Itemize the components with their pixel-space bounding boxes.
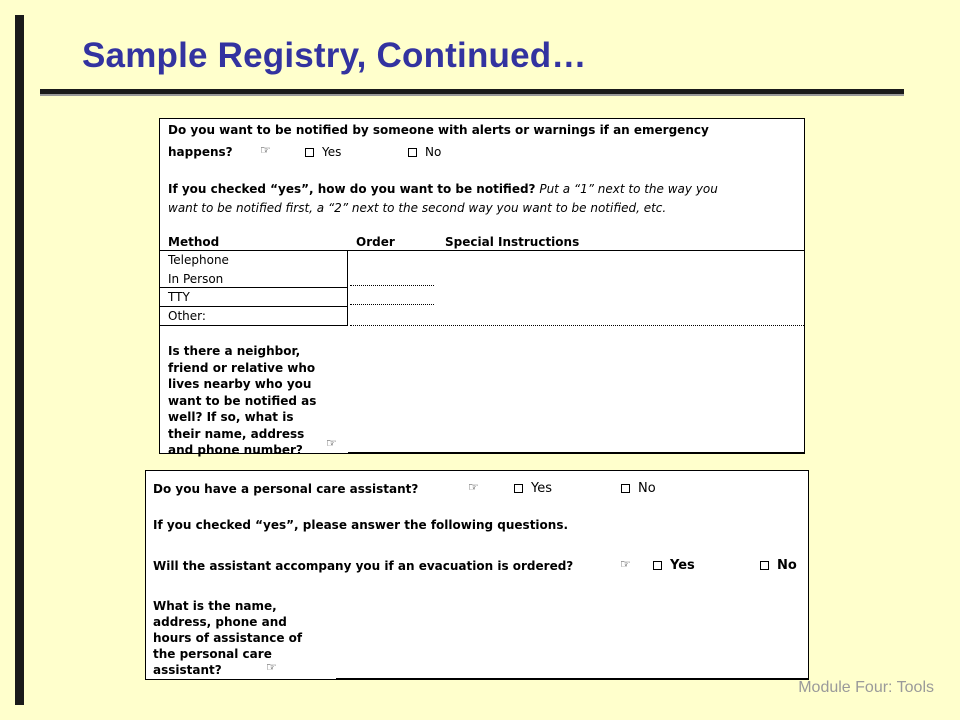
- pointing-hand-icon: ☞: [620, 557, 631, 571]
- checkbox-icon[interactable]: [305, 148, 314, 157]
- notify-no-option[interactable]: [408, 145, 441, 159]
- evacuation-no-label: No: [777, 558, 797, 573]
- footer-module-label: Module Four: Tools: [798, 679, 934, 696]
- order-field-tty[interactable]: [350, 304, 434, 305]
- notification-form: [159, 118, 805, 457]
- neighbor-question-line: Is there a neighbor,: [168, 344, 301, 358]
- checkbox-icon[interactable]: [514, 484, 523, 493]
- slide-title: Sample Registry, Continued…: [82, 36, 587, 75]
- checkbox-icon[interactable]: [621, 484, 630, 493]
- assistant-no-label: No: [638, 481, 656, 496]
- col-header-order: Order: [356, 235, 395, 249]
- notify-question-line1: Do you want to be notified by someone with alerts or warnings if an emergency: [168, 123, 709, 137]
- neighbor-question-line: want to be notified as: [168, 393, 317, 408]
- col-header-method: Method: [168, 235, 220, 249]
- neighbor-question-line: friend or relative who: [168, 360, 316, 375]
- checkbox-icon[interactable]: [760, 561, 769, 570]
- assistant-details-line: What is the name,: [153, 599, 277, 613]
- neighbor-question-line: lives nearby who you: [168, 377, 312, 391]
- followup-italic-1: Put a “1” next to the way you: [539, 182, 718, 196]
- assistant-answer-line[interactable]: [336, 678, 808, 679]
- left-accent-bar: [15, 15, 24, 705]
- care-assistant-form: [145, 470, 809, 680]
- followup-bold: If you checked “yes”, how do you want to be notified?: [168, 182, 536, 196]
- evacuation-yes-label: Yes: [670, 558, 695, 573]
- row-rule: [160, 306, 347, 307]
- row-rule: [160, 287, 347, 288]
- method-in-person: In Person: [168, 272, 224, 286]
- method-other: Other:: [168, 309, 206, 323]
- assistant-details-line: hours of assistance of: [153, 631, 303, 645]
- method-tty: TTY: [168, 290, 190, 304]
- notify-question-line2: happens?: [168, 145, 233, 159]
- pointing-hand-icon: ☞: [260, 143, 271, 157]
- notify-yes-option[interactable]: [305, 145, 341, 159]
- pointing-hand-icon: ☞: [266, 660, 277, 674]
- notify-yes-label: Yes: [322, 145, 342, 159]
- neighbor-answer-line[interactable]: [348, 452, 804, 453]
- row-rule: [160, 325, 347, 326]
- order-field-other[interactable]: [350, 325, 804, 326]
- neighbor-question-line: and phone number?: [168, 443, 303, 457]
- assistant-question: Do you have a personal care assistant?: [153, 482, 419, 496]
- checkbox-icon[interactable]: [653, 561, 662, 570]
- pointing-hand-icon: ☞: [468, 480, 479, 494]
- assistant-details-line: assistant?: [153, 663, 222, 677]
- neighbor-question-line: well? If so, what is: [168, 410, 294, 424]
- checkbox-icon[interactable]: [408, 148, 417, 157]
- followup-instructions-line1: [168, 182, 718, 196]
- neighbor-question-line: their name, address: [168, 426, 305, 441]
- assistant-details-line: address, phone and: [153, 615, 287, 629]
- assistant-details-line: the personal care: [153, 647, 272, 661]
- assistant-yes-option[interactable]: [514, 481, 552, 496]
- evacuation-question: Will the assistant accompany you if an evacuation is ordered?: [153, 559, 574, 573]
- method-col-border: [347, 250, 348, 326]
- evacuation-yes-option[interactable]: [653, 558, 695, 573]
- col-header-special-instructions: Special Instructions: [445, 235, 580, 249]
- assistant-followup-instruction: If you checked “yes”, please answer the following questions.: [153, 518, 569, 532]
- header-rule: [160, 250, 804, 251]
- evacuation-no-option[interactable]: [760, 558, 797, 573]
- pointing-hand-icon: ☞: [326, 436, 337, 450]
- assistant-no-option[interactable]: [621, 481, 656, 496]
- assistant-yes-label: Yes: [531, 481, 552, 496]
- notify-no-label: No: [425, 145, 442, 159]
- assistant-details-question: [153, 598, 343, 678]
- followup-italic-2: want to be notified first, a “2” next to the second way you want to be notified, etc.: [168, 201, 667, 215]
- method-telephone: Telephone: [168, 253, 229, 267]
- order-field-in-person[interactable]: [350, 285, 434, 286]
- title-rule: [40, 89, 904, 96]
